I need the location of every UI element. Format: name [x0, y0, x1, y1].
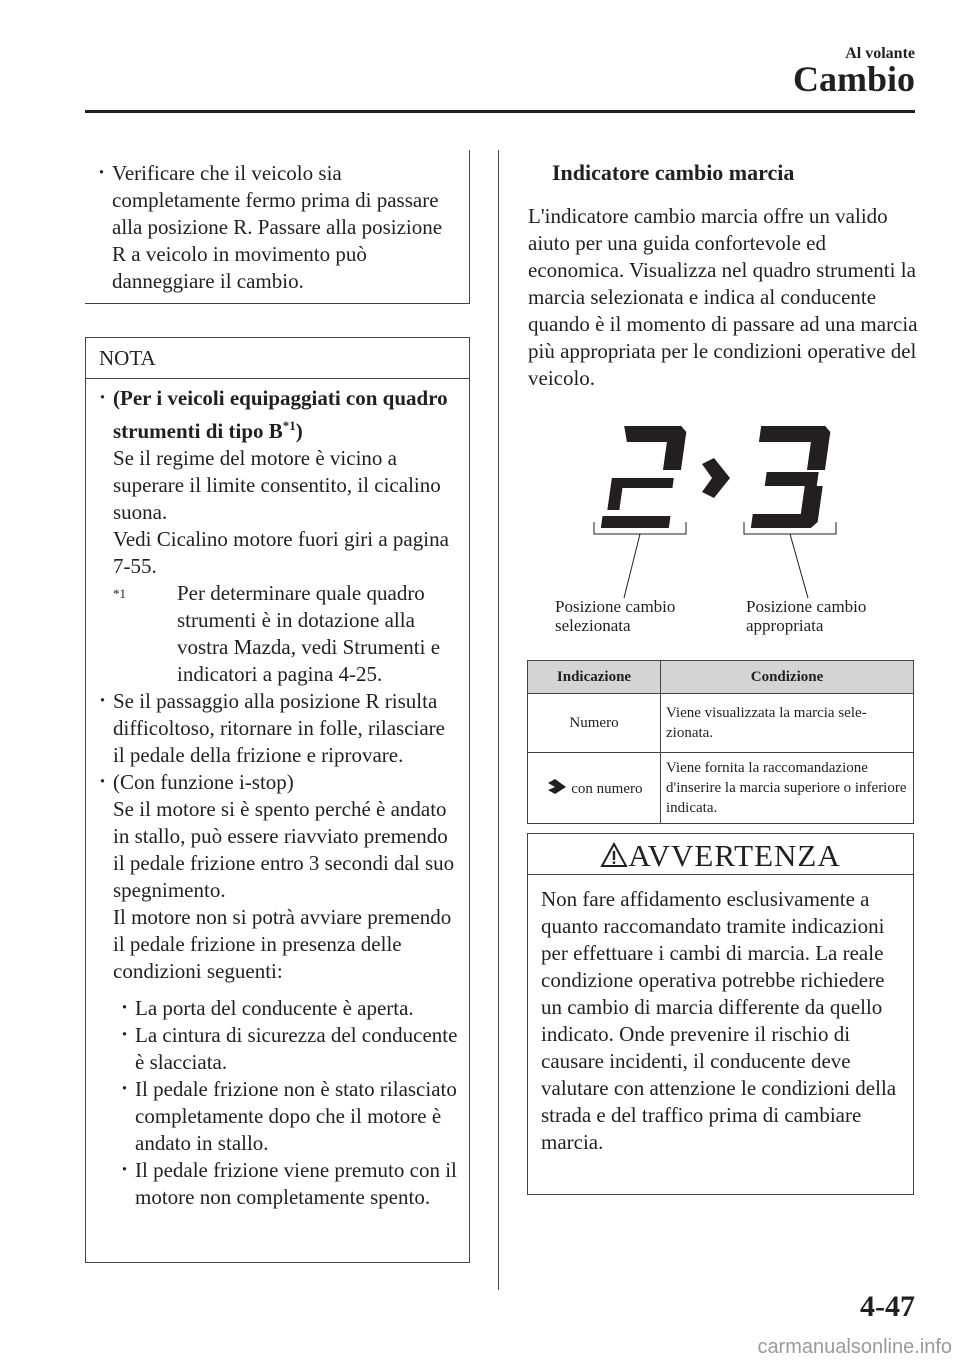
table-cell: [528, 753, 661, 824]
condition-item: · Il pedale frizione non è stato rilasciato completamente dopo che il motore è andato in stallo.: [111, 1076, 461, 1157]
page-number: 4-47: [860, 1290, 915, 1323]
label-selected-gear: Posizione cambio selezionata: [555, 597, 676, 635]
note-title: NOTA: [99, 346, 156, 370]
callout-lines: [590, 520, 910, 600]
footnote-text: Per determinare quale quadro strumenti è in dotazione alla vostra Mazda, vedi Strumenti e indicatori a pagina 4-25.: [177, 581, 441, 686]
indication-table: [527, 660, 914, 824]
table-row: [528, 694, 914, 753]
note-item-overrev-text: Se il regime del motore è vicino a superare il limite consentito, il cicalino suona.: [113, 446, 441, 524]
warning-box: [527, 833, 914, 1195]
shift-indicator-paragraph: L'indicatore cambio marcia offre un valido aiuto per una guida confortevole ed economica. Visualizza nel quadro strumenti la marcia selezionata e indica al conducente quando è il momento di passare ad una marcia più appropriata per le condizioni operative del veicolo.: [528, 204, 918, 390]
note-body: [91, 385, 461, 1211]
condition-item: · La cintura di sicurezza del conducente è slacciata.: [111, 1022, 461, 1076]
warning-rule: [528, 874, 913, 875]
watermark: carmanualsonline.info: [757, 1336, 952, 1358]
note-item-overrev-heading: (Per i veicoli equipaggiati con quadro strumenti di tipo $B^{*1}$): [113, 386, 448, 443]
note-item-istop-heading: (Con funzione i-stop): [113, 770, 294, 794]
header-rule: [85, 110, 915, 113]
note-item-overrev: [91, 385, 461, 580]
note-rule: [86, 378, 469, 379]
caution-continuation-box: [85, 150, 470, 304]
gear-digit-3: [747, 426, 831, 528]
caution-bullet: · Verificare che il veicolo sia completamente fermo prima di passare alla posizione R. Passare alla posizione R a veicolo in movimento può danneggiare il cambio.: [90, 160, 455, 295]
note-item-overrev-ref: Vedi Cicalino motore fuori giri a pagina 7-55.: [113, 527, 449, 578]
table-cell-text: con numero: [571, 780, 643, 797]
note-item-istop-text: Se il motore si è spento perché è andato in stallo, può essere riavviato premendo il pedale frizione entro 3 secondi dal suo spegnimento.: [113, 797, 455, 902]
table-cell: Numero: [528, 694, 661, 753]
table-row: [528, 753, 914, 824]
warning-text: Non fare affidamento esclusivamente a quanto raccomandato tramite indicazioni per effettuare i cambi di marcia. La reale condizione operativa potrebbe richiedere un cambio di marcia differente da quello indicato. Onde prevenire il rischio di causare incidenti, il conducente deve valutare con attenzione le condizioni della strada e del traffico prima di cambiare marcia.: [541, 887, 897, 1154]
note-box: [85, 337, 470, 1263]
shift-indicator-title: Indicatore cambio marcia: [552, 160, 795, 185]
column-divider: [498, 150, 499, 1290]
table-header: Indicazione: [528, 661, 661, 694]
condition-item: · Il pedale frizione viene premuto con il motore non completamente spento.: [111, 1157, 461, 1211]
section-title: Cambio: [792, 59, 915, 99]
table-header-row: [528, 661, 914, 694]
label-suggested-gear: Posizione cambio appropriata: [746, 597, 867, 635]
footnote: $^{*1}$ Per determinare quale quadro strumenti è in dotazione alla vostra Mazda, vedi Strumenti e indicatori a pagina 4-25.: [113, 581, 441, 686]
note-item-istop: [91, 769, 461, 985]
table-header: Condizione: [661, 661, 914, 694]
note-item-istop-text2: Il motore non si potrà avviare premendo il pedale frizione in presenza delle condizioni seguenti:: [113, 905, 452, 983]
table-cell: Viene fornita la raccomandazione d'inserire la marcia superiore o inferiore indicata.: [661, 753, 914, 824]
table-cell: Viene visualizzata la marcia sele-zionata.: [661, 694, 914, 753]
gear-digit-2: [601, 426, 687, 528]
arrow-icon: [546, 778, 568, 794]
note-item-reverse: · Se il passaggio alla posizione R risulta difficoltoso, ritornare in folle, rilasciare il pedale della frizione e riprovare.: [91, 688, 461, 769]
warning-title: AVVERTENZA: [528, 838, 913, 874]
arrow-icon: [702, 458, 730, 498]
chapter-title: Al volante: [845, 45, 915, 62]
condition-item: · La porta del conducente è aperta.: [111, 995, 461, 1022]
warning-icon: [600, 842, 628, 868]
